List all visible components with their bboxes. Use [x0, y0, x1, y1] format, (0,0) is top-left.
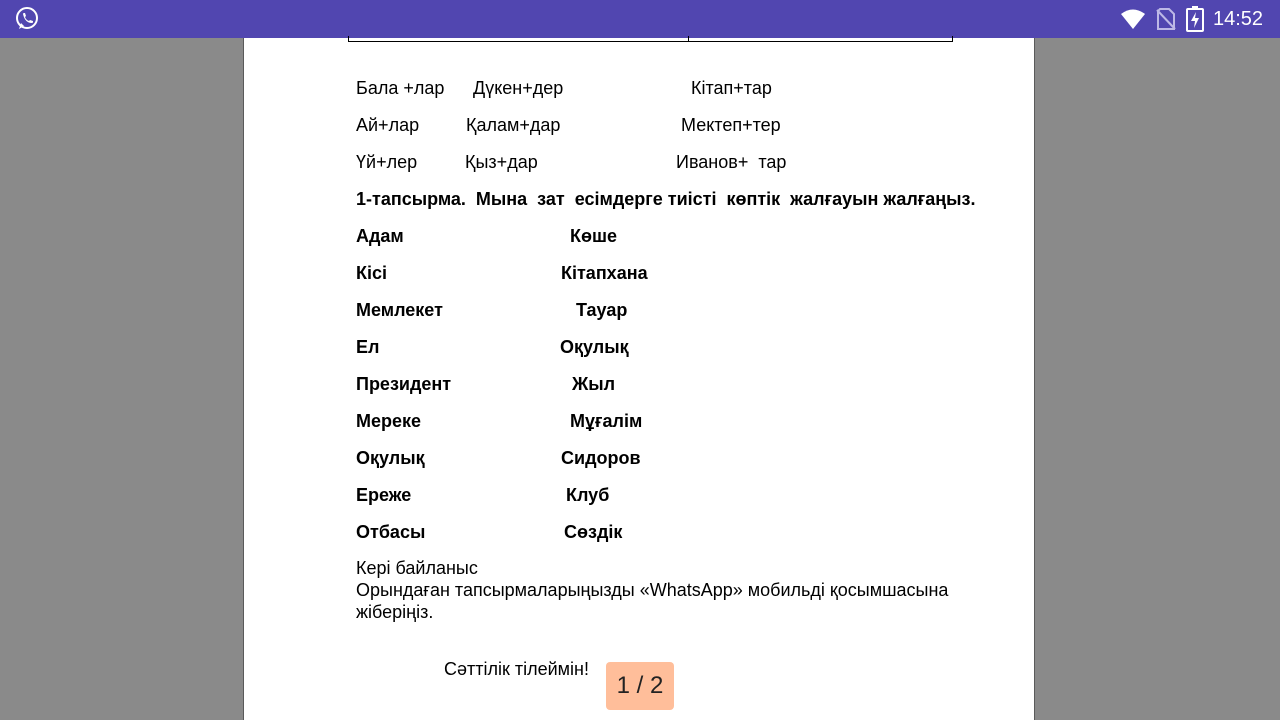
task-word: Отбасы	[356, 522, 426, 542]
task-word: Мемлекет	[356, 300, 443, 320]
task-word: Президент	[356, 374, 452, 394]
task-word: Ел	[356, 337, 380, 357]
feedback-text: Орындаған тапсырмаларыңызды «WhatsApp» мобильді қосымшасына жіберіңіз.	[356, 580, 949, 622]
page-indicator: 1 / 2	[606, 662, 674, 710]
example-word: Дүкен+дер	[473, 78, 564, 98]
task-word: Сидоров	[561, 448, 641, 468]
task-word: Оқулық	[560, 337, 629, 357]
task-word: Ереже	[356, 485, 412, 505]
task-title: 1-тапсырма. Мына зат есімдерге тиісті көптік жалғауын жалғаңыз.	[356, 189, 976, 209]
clock: 14:52	[1213, 8, 1264, 30]
task-word: Көше	[570, 226, 617, 246]
task-word: Сөздік	[564, 522, 623, 542]
task-word: Оқулық	[356, 448, 425, 468]
example-word: Қыз+дар	[465, 152, 538, 172]
task-word: Жыл	[572, 374, 616, 394]
task-word: Клуб	[566, 485, 610, 505]
task-word: Адам	[356, 226, 404, 246]
status-bar	[0, 0, 1280, 38]
task-word: Кісі	[356, 263, 387, 283]
document-page	[243, 38, 1035, 720]
example-word: Бала +лар	[356, 78, 445, 98]
battery-charging-icon	[1186, 6, 1204, 32]
task-word: Мереке	[356, 411, 422, 431]
example-word: Иванов+ тар	[676, 152, 787, 172]
task-word: Тауар	[576, 300, 628, 320]
example-word: Үй+лер	[356, 152, 418, 172]
example-word: Мектеп+тер	[681, 115, 781, 135]
example-word: Қалам+дар	[466, 115, 561, 135]
task-word: Кітапхана	[561, 263, 648, 283]
no-sim-icon	[1156, 8, 1176, 30]
example-word: Кітап+тар	[691, 78, 772, 98]
closing-text: Сәттілік тілеймін!	[444, 659, 590, 679]
table-fragment	[348, 36, 953, 42]
example-word: Ай+лар	[356, 115, 420, 135]
task-word: Мұғалім	[570, 411, 643, 431]
whatsapp-icon[interactable]	[14, 6, 40, 32]
document-viewer[interactable]	[0, 38, 1280, 720]
wifi-icon	[1120, 8, 1146, 30]
feedback-title: Кері байланыс	[356, 558, 478, 578]
